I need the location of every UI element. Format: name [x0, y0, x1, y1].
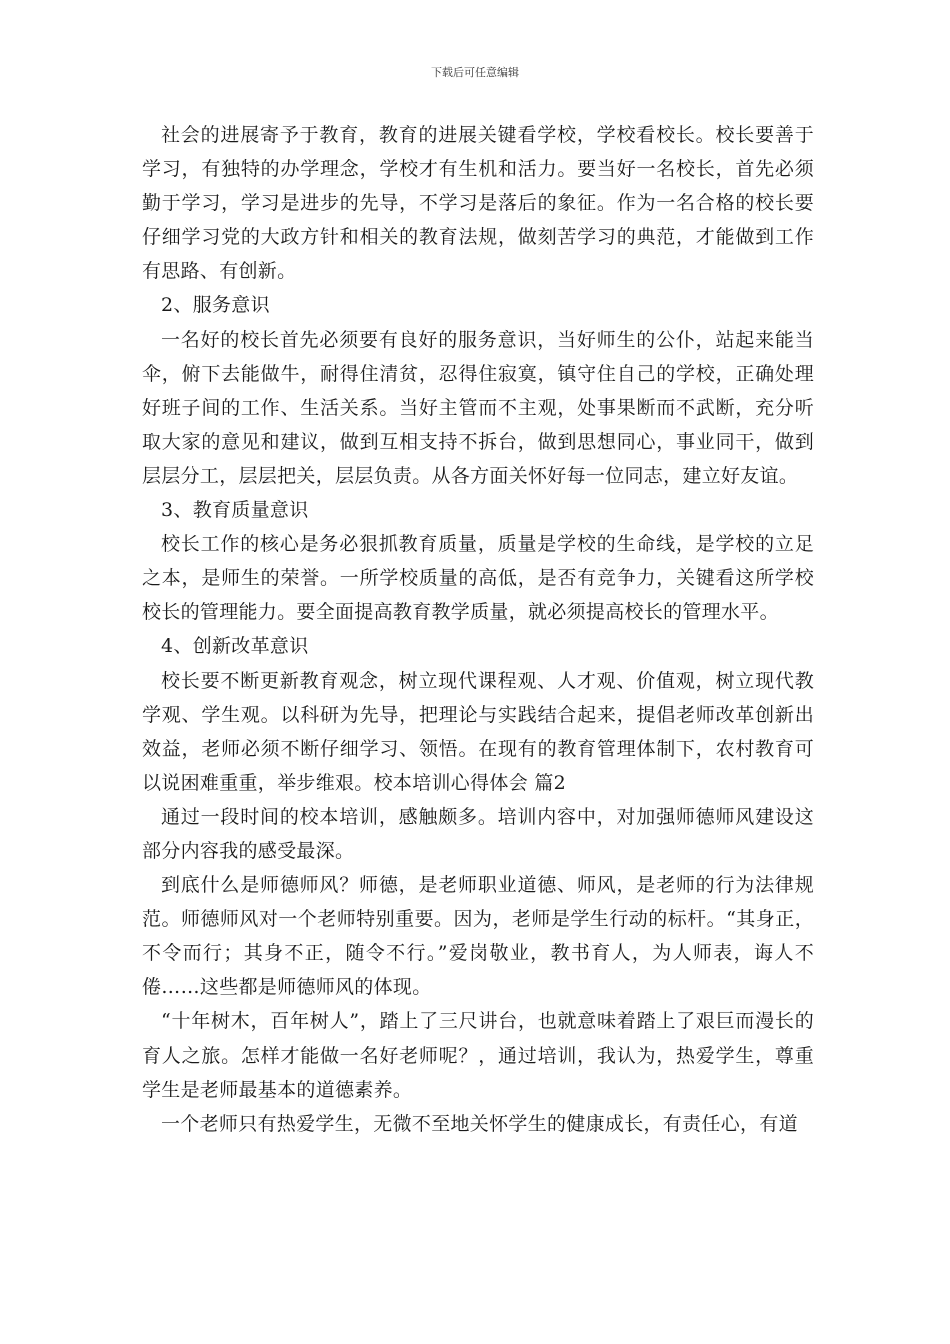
- document-body: [142, 118, 814, 1141]
- paragraph-innovation: 校长要不断更新教育观念，树立现代课程观、人才观、价值观，树立现代教学观、学生观。以科研为先导，把理论与实践结合起来，提倡老师改革创新出效益，老师必须不断仔细学习、领悟。在现有的教育管理体制下，农村教育可以说困难重重，举步维艰。校本培训心得体会 篇2: [142, 669, 814, 794]
- section-heading-innovation: 4、创新改革意识: [161, 635, 309, 658]
- paragraph-quality: 校长工作的核心是务必狠抓教育质量，质量是学校的生命线，是学校的立足之本，是师生的荣誉。一所学校质量的高低，是否有竞争力，关键看这所学校校长的管理能力。要全面提高教育教学质量，就必须提高校长的管理水平。: [142, 533, 814, 624]
- section-heading-quality: 3、教育质量意识: [161, 499, 309, 522]
- paragraph-training-intro: 通过一段时间的校本培训，感触颇多。培训内容中，对加强师德师风建设这部分内容我的感受最深。: [142, 805, 814, 862]
- paragraph-service: 一名好的校长首先必须要有良好的服务意识，当好师生的公仆，站起来能当伞，俯下去能做牛，耐得住清贫，忍得住寂寞，镇守住自己的学校，正确处理好班子间的工作、生活关系。当好主管而不主观，处事果断而不武断，充分听取大家的意见和建议，做到互相支持不拆台，做到思想同心，事业同干，做到层层分工，层层把关，层层负责。从各方面关怀好每一位同志，建立好友谊。: [142, 328, 814, 487]
- paragraph-responsibility: 一个老师只有热爱学生，无微不至地关怀学生的健康成长，有责任心，有道: [161, 1112, 798, 1135]
- paragraph-love-students: “十年树木，百年树人”，踏上了三尺讲台，也就意味着踏上了艰巨而漫长的育人之旅。怎样才能做一名好老师呢？，通过培训，我认为，热爱学生，尊重学生是老师最基本的道德素养。: [142, 1010, 814, 1101]
- page-header: 下载后可任意编辑: [431, 66, 519, 79]
- paragraph-teacher-ethics: 到底什么是师德师风？师德，是老师职业道德、师风，是老师的行为法律规范。师德师风对一个老师特别重要。因为，老师是学生行动的标杆。“其身正，不令而行；其身不正，随令不行。”爱岗敬业，教书育人，为人师表，诲人不倦……这些都是师德师风的体现。: [142, 874, 814, 999]
- paragraph-principal-learning: 社会的进展寄予于教育，教育的进展关键看学校，学校看校长。校长要善于学习，有独特的办学理念，学校才有生机和活力。要当好一名校长，首先必须勤于学习，学习是进步的先导，不学习是落后的象征。作为一名合格的校长要仔细学习党的大政方针和相关的教育法规，做刻苦学习的典范，才能做到工作有思路、有创新。: [142, 124, 814, 283]
- section-heading-service: 2、服务意识: [161, 294, 270, 317]
